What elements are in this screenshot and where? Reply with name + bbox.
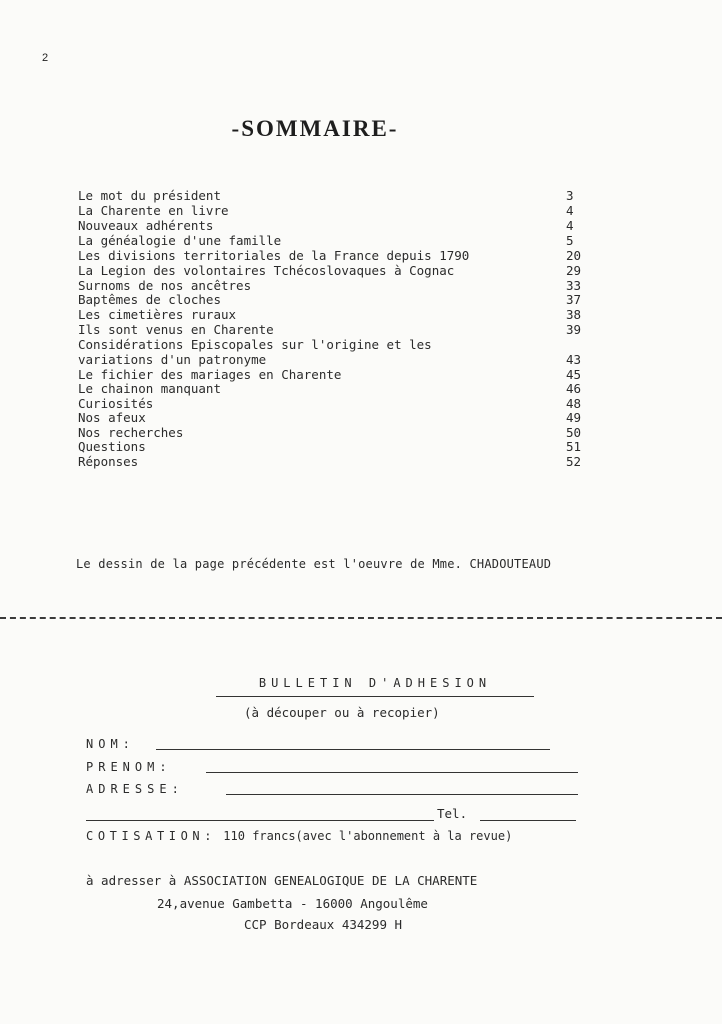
toc-entry: [0, 233, 722, 248]
toc-entry-title: Nos afeux: [78, 410, 146, 425]
toc-entry: [0, 248, 722, 263]
toc-entry-page: 20: [566, 248, 582, 263]
toc-entry: [0, 425, 722, 440]
toc-entry: [0, 367, 722, 382]
toc-entry-page: 4: [566, 203, 574, 218]
toc-entry-page: 37: [566, 292, 582, 307]
toc-entry: [0, 278, 722, 293]
toc-entry-title: Baptêmes de cloches: [78, 292, 221, 307]
toc-entry-page: 46: [566, 381, 582, 396]
toc-entry-page: 3: [566, 188, 574, 203]
toc-entry-page: 48: [566, 396, 582, 411]
toc-entry-title: Curiosités: [78, 396, 154, 411]
toc-entry: [0, 352, 722, 367]
toc-entry-title: La généalogie d'une famille: [78, 233, 282, 248]
page-number: 2: [42, 52, 49, 64]
toc-entry: [0, 396, 722, 411]
toc-entry-title: Nouveaux adhérents: [78, 218, 214, 233]
form-title: BULLETIN D'ADHESION: [258, 676, 492, 690]
toc-entry-title: Réponses: [78, 454, 139, 469]
prenom-label: PRENOM:: [86, 760, 172, 774]
toc-entry-title: Surnoms de nos ancêtres: [78, 278, 252, 293]
cotisation-amount: 110 francs(avec l'abonnement à la revue): [216, 829, 513, 843]
toc-entry-title: Le fichier des mariages en Charente: [78, 367, 342, 382]
toc-entry: [0, 292, 722, 307]
toc-entry-page: 52: [566, 454, 582, 469]
tel-field[interactable]: [480, 820, 576, 821]
page-title: -SOMMAIRE-: [231, 116, 399, 141]
address-line-1: à adresser à ASSOCIATION GENEALOGIQUE DE LA CHARENTE: [86, 873, 478, 888]
toc-entry: [0, 203, 722, 218]
form-subtitle: (à découper ou à recopier): [244, 705, 440, 720]
toc-entry-page: 29: [566, 263, 582, 278]
toc-entry: [0, 307, 722, 322]
toc-entry-title: La Charente en livre: [78, 203, 229, 218]
toc-entry-title: Nos recherches: [78, 425, 184, 440]
prenom-field[interactable]: [206, 772, 578, 773]
toc-entry-title: La Legion des volontaires Tchécoslovaques à Cognac: [78, 263, 455, 278]
toc-entry-page: 51: [566, 439, 582, 454]
toc-entry-title: Les divisions territoriales de la France depuis 1790: [78, 248, 470, 263]
address-line-3: CCP Bordeaux 434299 H: [244, 917, 403, 932]
nom-label: NOM:: [86, 737, 135, 751]
nom-field[interactable]: [156, 749, 550, 750]
toc-entry-page: 50: [566, 425, 582, 440]
toc-entry-title: Le mot du président: [78, 188, 221, 203]
adresse-field[interactable]: [226, 794, 578, 795]
toc-entry-page: 49: [566, 410, 582, 425]
toc-entry-page: 33: [566, 278, 582, 293]
toc-entry-page: 4: [566, 218, 574, 233]
cotisation-label: COTISATION:: [86, 829, 217, 843]
illustration-credit: Le dessin de la page précédente est l'oeuvre de Mme. CHADOUTEAUD: [76, 557, 552, 571]
toc-entry: [0, 218, 722, 233]
address-line-2: 24,avenue Gambetta - 16000 Angoulême: [157, 896, 428, 911]
toc-entry-page: 43: [566, 352, 582, 367]
toc-entry-page: 38: [566, 307, 582, 322]
toc-entry-page: 5: [566, 233, 574, 248]
toc-entry-title: Le chainon manquant: [78, 381, 221, 396]
toc-entry: [0, 381, 722, 396]
toc-entry-page: 39: [566, 322, 582, 337]
adresse-label: ADRESSE:: [86, 782, 184, 796]
toc-entry-title: Les cimetières ruraux: [78, 307, 237, 322]
cut-line-divider: [0, 617, 722, 619]
toc-entry-title: Considérations Episcopales sur l'origine et les: [78, 337, 432, 352]
toc-entry: [0, 439, 722, 454]
cotisation-line: [86, 829, 512, 843]
toc-entry: [0, 263, 722, 278]
adresse-field-line-2[interactable]: [86, 820, 434, 821]
toc-entry-page: 45: [566, 367, 582, 382]
toc-entry-title-continuation: variations d'un patronyme: [78, 352, 267, 367]
table-of-contents: [0, 0, 722, 500]
toc-entry: [0, 188, 722, 203]
toc-entry: [0, 322, 722, 337]
toc-entry: [0, 410, 722, 425]
toc-entry: [0, 454, 722, 469]
tel-label: Tel.: [437, 806, 468, 821]
toc-entry: [0, 337, 722, 352]
toc-entry-title: Ils sont venus en Charente: [78, 322, 274, 337]
form-title-underline: [216, 696, 534, 697]
toc-entry-title: Questions: [78, 439, 146, 454]
